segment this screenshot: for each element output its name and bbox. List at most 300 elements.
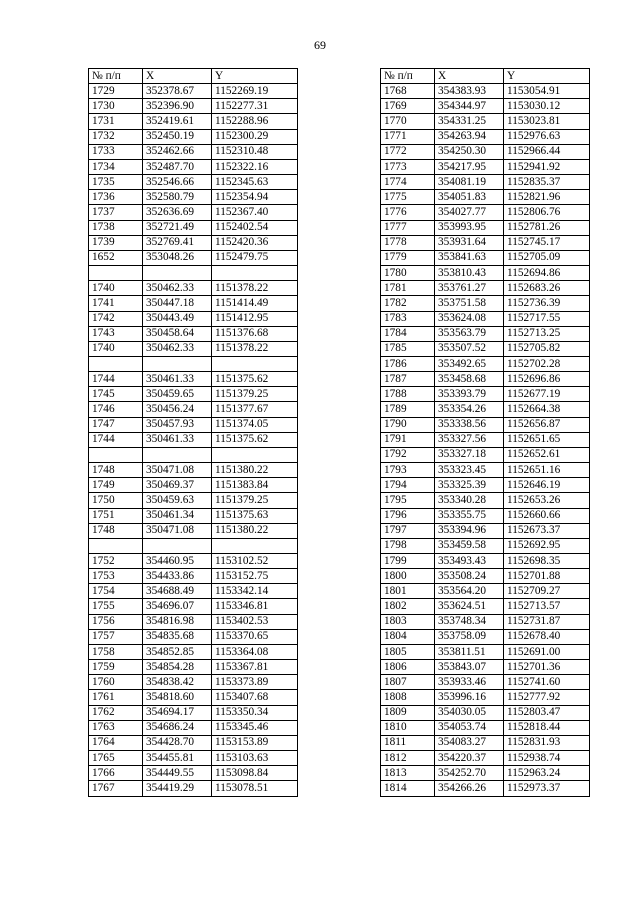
cell-point-number: 1742	[89, 311, 143, 326]
cell-y: 1151379.25	[212, 387, 298, 402]
cell-point-number: 1785	[381, 341, 435, 356]
cell-y: 1152691.00	[504, 644, 590, 659]
coordinates-table-left	[88, 68, 298, 797]
cell-point-number: 1734	[89, 159, 143, 174]
cell-y: 1153346.81	[212, 599, 298, 614]
cell-x: 353508.24	[435, 569, 504, 584]
table-row	[381, 402, 590, 417]
cell-y	[212, 447, 298, 462]
cell-x: 350458.64	[143, 326, 212, 341]
cell-point-number: 1748	[89, 463, 143, 478]
cell-point-number: 1788	[381, 387, 435, 402]
cell-point-number: 1804	[381, 629, 435, 644]
cell-x: 350457.93	[143, 417, 212, 432]
cell-point-number: 1729	[89, 84, 143, 99]
cell-point-number: 1787	[381, 372, 435, 387]
cell-point-number: 1773	[381, 159, 435, 174]
cell-point-number: 1786	[381, 356, 435, 371]
cell-point-number: 1738	[89, 220, 143, 235]
cell-x: 354686.24	[143, 720, 212, 735]
cell-point-number: 1767	[89, 781, 143, 796]
cell-y: 1151378.22	[212, 281, 298, 296]
cell-point-number: 1752	[89, 554, 143, 569]
table-row	[381, 387, 590, 402]
table-row	[381, 326, 590, 341]
cell-y: 1152300.29	[212, 129, 298, 144]
cell-x: 354217.95	[435, 159, 504, 174]
cell-y: 1153054.91	[504, 84, 590, 99]
cell-y: 1152777.92	[504, 690, 590, 705]
table-row	[89, 538, 298, 553]
table-row	[381, 463, 590, 478]
page-number: 69	[314, 38, 326, 52]
table-row	[89, 281, 298, 296]
cell-y	[212, 356, 298, 371]
table-row	[381, 129, 590, 144]
cell-x	[143, 538, 212, 553]
cell-point-number: 1782	[381, 296, 435, 311]
cell-x: 353048.26	[143, 250, 212, 265]
cell-point-number: 1774	[381, 175, 435, 190]
table-row	[381, 266, 590, 281]
table-row	[381, 644, 590, 659]
cell-y: 1152646.19	[504, 478, 590, 493]
table-row	[89, 584, 298, 599]
cell-y: 1152741.60	[504, 675, 590, 690]
cell-x: 354449.55	[143, 766, 212, 781]
cell-point-number: 1741	[89, 296, 143, 311]
cell-y: 1153342.14	[212, 584, 298, 599]
cell-point-number: 1780	[381, 266, 435, 281]
table-row	[381, 356, 590, 371]
cell-x	[143, 266, 212, 281]
cell-point-number: 1803	[381, 614, 435, 629]
cell-point-number: 1768	[381, 84, 435, 99]
table-row	[89, 675, 298, 690]
cell-y: 1152701.36	[504, 660, 590, 675]
cell-x: 353354.26	[435, 402, 504, 417]
cell-x: 353843.07	[435, 660, 504, 675]
cell-y: 1152701.88	[504, 569, 590, 584]
cell-point-number: 1781	[381, 281, 435, 296]
cell-x: 353811.51	[435, 644, 504, 659]
cell-point-number: 1736	[89, 190, 143, 205]
cell-x: 352769.41	[143, 235, 212, 250]
cell-y: 1151379.25	[212, 493, 298, 508]
column-header-x: X	[435, 69, 504, 84]
cell-y: 1152678.40	[504, 629, 590, 644]
table-row	[381, 569, 590, 584]
cell-y: 1153370.65	[212, 629, 298, 644]
cell-y: 1151380.22	[212, 463, 298, 478]
cell-point-number	[89, 266, 143, 281]
cell-x: 353394.96	[435, 523, 504, 538]
cell-y: 1152973.37	[504, 781, 590, 796]
cell-y: 1152806.76	[504, 205, 590, 220]
cell-y: 1152354.94	[212, 190, 298, 205]
table-row	[381, 417, 590, 432]
cell-x: 354027.77	[435, 205, 504, 220]
cell-point-number: 1796	[381, 508, 435, 523]
cell-x: 353327.18	[435, 447, 504, 462]
cell-y: 1152696.86	[504, 372, 590, 387]
cell-point-number: 1740	[89, 281, 143, 296]
cell-point-number: 1769	[381, 99, 435, 114]
cell-point-number: 1806	[381, 660, 435, 675]
cell-x: 353993.95	[435, 220, 504, 235]
cell-x: 350456.24	[143, 402, 212, 417]
cell-y: 1152402.54	[212, 220, 298, 235]
cell-y: 1152322.16	[212, 159, 298, 174]
cell-x: 354252.70	[435, 766, 504, 781]
table-row	[89, 99, 298, 114]
table-row	[381, 296, 590, 311]
cell-x: 354818.60	[143, 690, 212, 705]
table-row	[381, 281, 590, 296]
table-row	[89, 447, 298, 462]
cell-y: 1152420.36	[212, 235, 298, 250]
cell-point-number: 1751	[89, 508, 143, 523]
cell-y: 1153152.75	[212, 569, 298, 584]
table-row	[89, 720, 298, 735]
table-row	[381, 523, 590, 538]
cell-point-number: 1747	[89, 417, 143, 432]
cell-x: 353841.63	[435, 250, 504, 265]
cell-point-number: 1765	[89, 751, 143, 766]
table-row	[381, 447, 590, 462]
cell-point-number: 1810	[381, 720, 435, 735]
table-row	[89, 751, 298, 766]
table-row	[381, 675, 590, 690]
cell-x: 354455.81	[143, 751, 212, 766]
column-header-number: № п/п	[89, 69, 143, 84]
cell-x: 352450.19	[143, 129, 212, 144]
coordinates-table-right	[380, 68, 590, 797]
cell-point-number: 1813	[381, 766, 435, 781]
cell-point-number: 1757	[89, 629, 143, 644]
table-row	[89, 781, 298, 796]
table-row	[381, 660, 590, 675]
table-row	[381, 599, 590, 614]
cell-x: 353933.46	[435, 675, 504, 690]
cell-y: 1152702.28	[504, 356, 590, 371]
table-row	[89, 493, 298, 508]
table-row	[381, 735, 590, 750]
cell-point-number: 1746	[89, 402, 143, 417]
cell-y: 1153407.68	[212, 690, 298, 705]
table-row	[89, 735, 298, 750]
table-row	[381, 554, 590, 569]
cell-point-number: 1808	[381, 690, 435, 705]
cell-x: 350447.18	[143, 296, 212, 311]
cell-point-number: 1733	[89, 144, 143, 159]
cell-y: 1152781.26	[504, 220, 590, 235]
table-row	[381, 766, 590, 781]
table-row	[381, 629, 590, 644]
cell-point-number	[89, 538, 143, 553]
column-header-y: Y	[504, 69, 590, 84]
cell-point-number: 1797	[381, 523, 435, 538]
cell-y: 1152683.26	[504, 281, 590, 296]
cell-point-number: 1739	[89, 235, 143, 250]
cell-x: 354696.07	[143, 599, 212, 614]
cell-y: 1153345.46	[212, 720, 298, 735]
cell-x: 353338.56	[435, 417, 504, 432]
cell-y: 1153367.81	[212, 660, 298, 675]
cell-point-number: 1758	[89, 644, 143, 659]
table-row	[381, 493, 590, 508]
cell-point-number: 1756	[89, 614, 143, 629]
table-row	[89, 690, 298, 705]
cell-y: 1151376.68	[212, 326, 298, 341]
table-row	[381, 614, 590, 629]
cell-point-number: 1791	[381, 432, 435, 447]
cell-x: 354263.94	[435, 129, 504, 144]
cell-y: 1151380.22	[212, 523, 298, 538]
table-row	[381, 751, 590, 766]
cell-y: 1153153.89	[212, 735, 298, 750]
cell-point-number: 1771	[381, 129, 435, 144]
table-row	[89, 554, 298, 569]
table-row	[89, 84, 298, 99]
cell-point-number: 1775	[381, 190, 435, 205]
table-row	[89, 129, 298, 144]
cell-y: 1152288.96	[212, 114, 298, 129]
cell-x: 350471.08	[143, 523, 212, 538]
cell-point-number: 1793	[381, 463, 435, 478]
table-row	[89, 356, 298, 371]
cell-y: 1152277.31	[212, 99, 298, 114]
cell-y: 1152821.96	[504, 190, 590, 205]
cell-x: 354051.83	[435, 190, 504, 205]
table-row	[89, 766, 298, 781]
cell-point-number: 1744	[89, 372, 143, 387]
cell-y: 1153373.89	[212, 675, 298, 690]
cell-y: 1153023.81	[504, 114, 590, 129]
cell-y: 1151374.05	[212, 417, 298, 432]
cell-x: 352462.66	[143, 144, 212, 159]
cell-x: 353492.65	[435, 356, 504, 371]
table-row	[89, 387, 298, 402]
cell-y: 1152818.44	[504, 720, 590, 735]
cell-y: 1152713.25	[504, 326, 590, 341]
cell-y: 1152694.86	[504, 266, 590, 281]
cell-x: 354694.17	[143, 705, 212, 720]
table-row	[381, 781, 590, 796]
cell-y: 1152653.26	[504, 493, 590, 508]
column-header-x: X	[143, 69, 212, 84]
cell-x: 354344.97	[435, 99, 504, 114]
cell-point-number: 1737	[89, 205, 143, 220]
cell-x: 354220.37	[435, 751, 504, 766]
table-row	[89, 326, 298, 341]
cell-y: 1152963.24	[504, 766, 590, 781]
cell-point-number: 1652	[89, 250, 143, 265]
cell-y: 1152745.17	[504, 235, 590, 250]
cell-point-number: 1761	[89, 690, 143, 705]
table-row	[89, 599, 298, 614]
cell-x: 353325.39	[435, 478, 504, 493]
cell-x: 350471.08	[143, 463, 212, 478]
cell-x: 354250.30	[435, 144, 504, 159]
cell-x: 354835.68	[143, 629, 212, 644]
table-row	[381, 372, 590, 387]
cell-x: 352721.49	[143, 220, 212, 235]
cell-point-number: 1778	[381, 235, 435, 250]
cell-x: 353624.08	[435, 311, 504, 326]
cell-y: 1151375.63	[212, 508, 298, 523]
cell-y: 1152673.37	[504, 523, 590, 538]
table-row	[381, 220, 590, 235]
table-row	[381, 690, 590, 705]
cell-x: 353323.45	[435, 463, 504, 478]
cell-y: 1151375.62	[212, 372, 298, 387]
cell-x: 350459.65	[143, 387, 212, 402]
cell-x: 353493.43	[435, 554, 504, 569]
cell-point-number: 1790	[381, 417, 435, 432]
table-row	[89, 372, 298, 387]
cell-y: 1152705.09	[504, 250, 590, 265]
cell-x: 354419.29	[143, 781, 212, 796]
cell-point-number	[89, 356, 143, 371]
cell-point-number: 1789	[381, 402, 435, 417]
cell-point-number: 1753	[89, 569, 143, 584]
cell-x: 353327.56	[435, 432, 504, 447]
cell-y: 1152345.63	[212, 175, 298, 190]
cell-y	[212, 538, 298, 553]
cell-y: 1153102.52	[212, 554, 298, 569]
cell-x: 353507.52	[435, 341, 504, 356]
cell-x: 350461.34	[143, 508, 212, 523]
cell-x: 354083.27	[435, 735, 504, 750]
cell-point-number: 1794	[381, 478, 435, 493]
cell-point-number: 1777	[381, 220, 435, 235]
table-row	[381, 584, 590, 599]
cell-y: 1152713.57	[504, 599, 590, 614]
cell-x: 354266.26	[435, 781, 504, 796]
table-row	[89, 235, 298, 250]
cell-x	[143, 447, 212, 462]
cell-point-number: 1754	[89, 584, 143, 599]
table-row	[381, 720, 590, 735]
cell-x: 354383.93	[435, 84, 504, 99]
cell-point-number: 1759	[89, 660, 143, 675]
cell-point-number	[89, 447, 143, 462]
cell-x: 352487.70	[143, 159, 212, 174]
table-row	[89, 296, 298, 311]
table-row	[89, 660, 298, 675]
cell-x: 350462.33	[143, 281, 212, 296]
cell-x: 352546.66	[143, 175, 212, 190]
table-row	[89, 508, 298, 523]
cell-point-number: 1735	[89, 175, 143, 190]
cell-y: 1152677.19	[504, 387, 590, 402]
cell-x: 354816.98	[143, 614, 212, 629]
cell-x: 352396.90	[143, 99, 212, 114]
table-row	[89, 523, 298, 538]
table-row	[381, 159, 590, 174]
cell-point-number: 1776	[381, 205, 435, 220]
table-row	[89, 266, 298, 281]
cell-y: 1152938.74	[504, 751, 590, 766]
cell-y: 1152831.93	[504, 735, 590, 750]
cell-y: 1152660.66	[504, 508, 590, 523]
cell-x: 353810.43	[435, 266, 504, 281]
table-row	[89, 644, 298, 659]
cell-point-number: 1811	[381, 735, 435, 750]
cell-point-number: 1731	[89, 114, 143, 129]
table-row	[89, 705, 298, 720]
cell-x: 352378.67	[143, 84, 212, 99]
table-row	[381, 478, 590, 493]
cell-point-number: 1802	[381, 599, 435, 614]
table-row	[381, 114, 590, 129]
cell-point-number: 1732	[89, 129, 143, 144]
cell-y: 1152705.82	[504, 341, 590, 356]
cell-y: 1152698.35	[504, 554, 590, 569]
cell-point-number: 1814	[381, 781, 435, 796]
cell-point-number: 1792	[381, 447, 435, 462]
cell-point-number: 1745	[89, 387, 143, 402]
cell-y: 1151378.22	[212, 341, 298, 356]
cell-y: 1152269.19	[212, 84, 298, 99]
cell-x: 352580.79	[143, 190, 212, 205]
cell-y: 1152656.87	[504, 417, 590, 432]
cell-point-number: 1800	[381, 569, 435, 584]
cell-y: 1152941.92	[504, 159, 590, 174]
table-row	[381, 99, 590, 114]
cell-y: 1152736.39	[504, 296, 590, 311]
cell-y: 1151414.49	[212, 296, 298, 311]
cell-point-number: 1772	[381, 144, 435, 159]
table-row	[89, 614, 298, 629]
cell-y: 1152479.75	[212, 250, 298, 265]
cell-y: 1153030.12	[504, 99, 590, 114]
cell-x: 353751.58	[435, 296, 504, 311]
cell-point-number: 1779	[381, 250, 435, 265]
table-row	[381, 144, 590, 159]
table-row	[381, 341, 590, 356]
cell-y: 1152664.38	[504, 402, 590, 417]
cell-x: 354053.74	[435, 720, 504, 735]
table-header-row	[89, 69, 298, 84]
table-row	[89, 569, 298, 584]
cell-point-number: 1801	[381, 584, 435, 599]
cell-x: 353459.58	[435, 538, 504, 553]
cell-x: 353393.79	[435, 387, 504, 402]
cell-y: 1153098.84	[212, 766, 298, 781]
cell-x: 353931.64	[435, 235, 504, 250]
table-row	[381, 432, 590, 447]
cell-y: 1152731.87	[504, 614, 590, 629]
cell-x: 350461.33	[143, 432, 212, 447]
cell-x: 353748.34	[435, 614, 504, 629]
cell-y: 1152835.37	[504, 175, 590, 190]
table-row	[381, 84, 590, 99]
cell-point-number: 1755	[89, 599, 143, 614]
table-row	[381, 311, 590, 326]
cell-x: 350461.33	[143, 372, 212, 387]
cell-y: 1151383.84	[212, 478, 298, 493]
cell-y: 1153350.34	[212, 705, 298, 720]
cell-point-number: 1799	[381, 554, 435, 569]
cell-x: 350459.63	[143, 493, 212, 508]
table-row	[89, 144, 298, 159]
cell-point-number: 1744	[89, 432, 143, 447]
cell-point-number: 1743	[89, 326, 143, 341]
cell-x: 354838.42	[143, 675, 212, 690]
table-row	[89, 175, 298, 190]
